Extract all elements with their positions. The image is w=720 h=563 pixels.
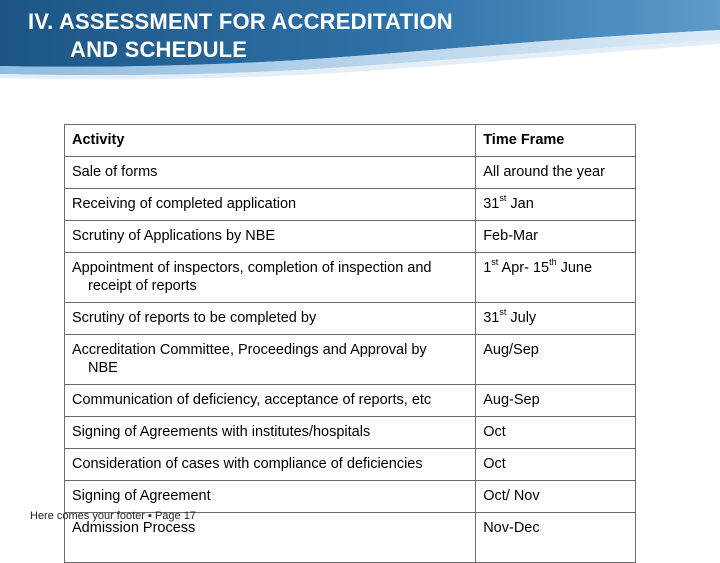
activity-cell	[65, 335, 476, 385]
activity-line-1: Appointment of inspectors, completion of inspection and	[72, 260, 432, 276]
time-cell	[476, 253, 636, 303]
table-header-row	[65, 125, 636, 157]
time-suffix: st	[499, 307, 507, 318]
table-row	[65, 189, 636, 221]
time-suffix: th	[549, 257, 557, 268]
time-cell: Oct	[476, 417, 636, 449]
title-line-1: IV. ASSESSMENT FOR ACCREDITATION	[28, 9, 453, 34]
activity-cell: Scrutiny of reports to be completed by	[65, 303, 476, 335]
activity-cell: Signing of Agreements with institutes/hospitals	[65, 417, 476, 449]
table-row	[65, 303, 636, 335]
time-month: June	[556, 260, 593, 276]
time-cell	[476, 189, 636, 221]
activity-cell: Communication of deficiency, acceptance of reports, etc	[65, 385, 476, 417]
time-month: July	[506, 310, 537, 326]
slide-header	[0, 0, 720, 80]
time-cell	[476, 303, 636, 335]
time-cell: Oct	[476, 449, 636, 481]
activity-cell: Scrutiny of Applications by NBE	[65, 221, 476, 253]
activity-cell: Sale of forms	[65, 157, 476, 189]
slide-title	[28, 8, 453, 64]
schedule-table	[64, 124, 636, 563]
activity-line-2: NBE	[88, 360, 118, 376]
table-row	[65, 385, 636, 417]
table-row	[65, 157, 636, 189]
table-row	[65, 417, 636, 449]
time-cell: All around the year	[476, 157, 636, 189]
time-suffix: st	[499, 193, 507, 204]
title-line-2: AND SCHEDULE	[70, 37, 248, 62]
time-cell: Feb-Mar	[476, 221, 636, 253]
table-row	[65, 253, 636, 303]
time-mid: Apr- 15	[498, 260, 550, 276]
activity-cell: Signing of Agreement	[65, 481, 476, 513]
table-row	[65, 221, 636, 253]
time-cell: Aug-Sep	[476, 385, 636, 417]
header-time-frame: Time Frame	[476, 125, 636, 157]
time-number: 31	[483, 196, 500, 212]
table-row	[65, 449, 636, 481]
activity-cell: Consideration of cases with compliance of deficiencies	[65, 449, 476, 481]
activity-line-2: receipt of reports	[88, 278, 197, 294]
activity-cell	[65, 253, 476, 303]
time-cell: Oct/ Nov	[476, 481, 636, 513]
table-row	[65, 481, 636, 513]
header-activity: Activity	[65, 125, 476, 157]
activity-cell: Receiving of completed application	[65, 189, 476, 221]
time-suffix: st	[491, 257, 499, 268]
time-start-day: 1	[483, 260, 492, 276]
table-row	[65, 335, 636, 385]
time-cell: Aug/Sep	[476, 335, 636, 385]
activity-line-1: Accreditation Committee, Proceedings and Approval by	[72, 342, 427, 358]
time-number: 31	[483, 310, 500, 326]
slide-footer: Here comes your footer ▪ Page 17	[30, 510, 196, 522]
time-month: Jan	[506, 196, 534, 212]
time-cell: Nov-Dec	[476, 513, 636, 563]
activity-cell: Admission Process	[65, 513, 476, 563]
